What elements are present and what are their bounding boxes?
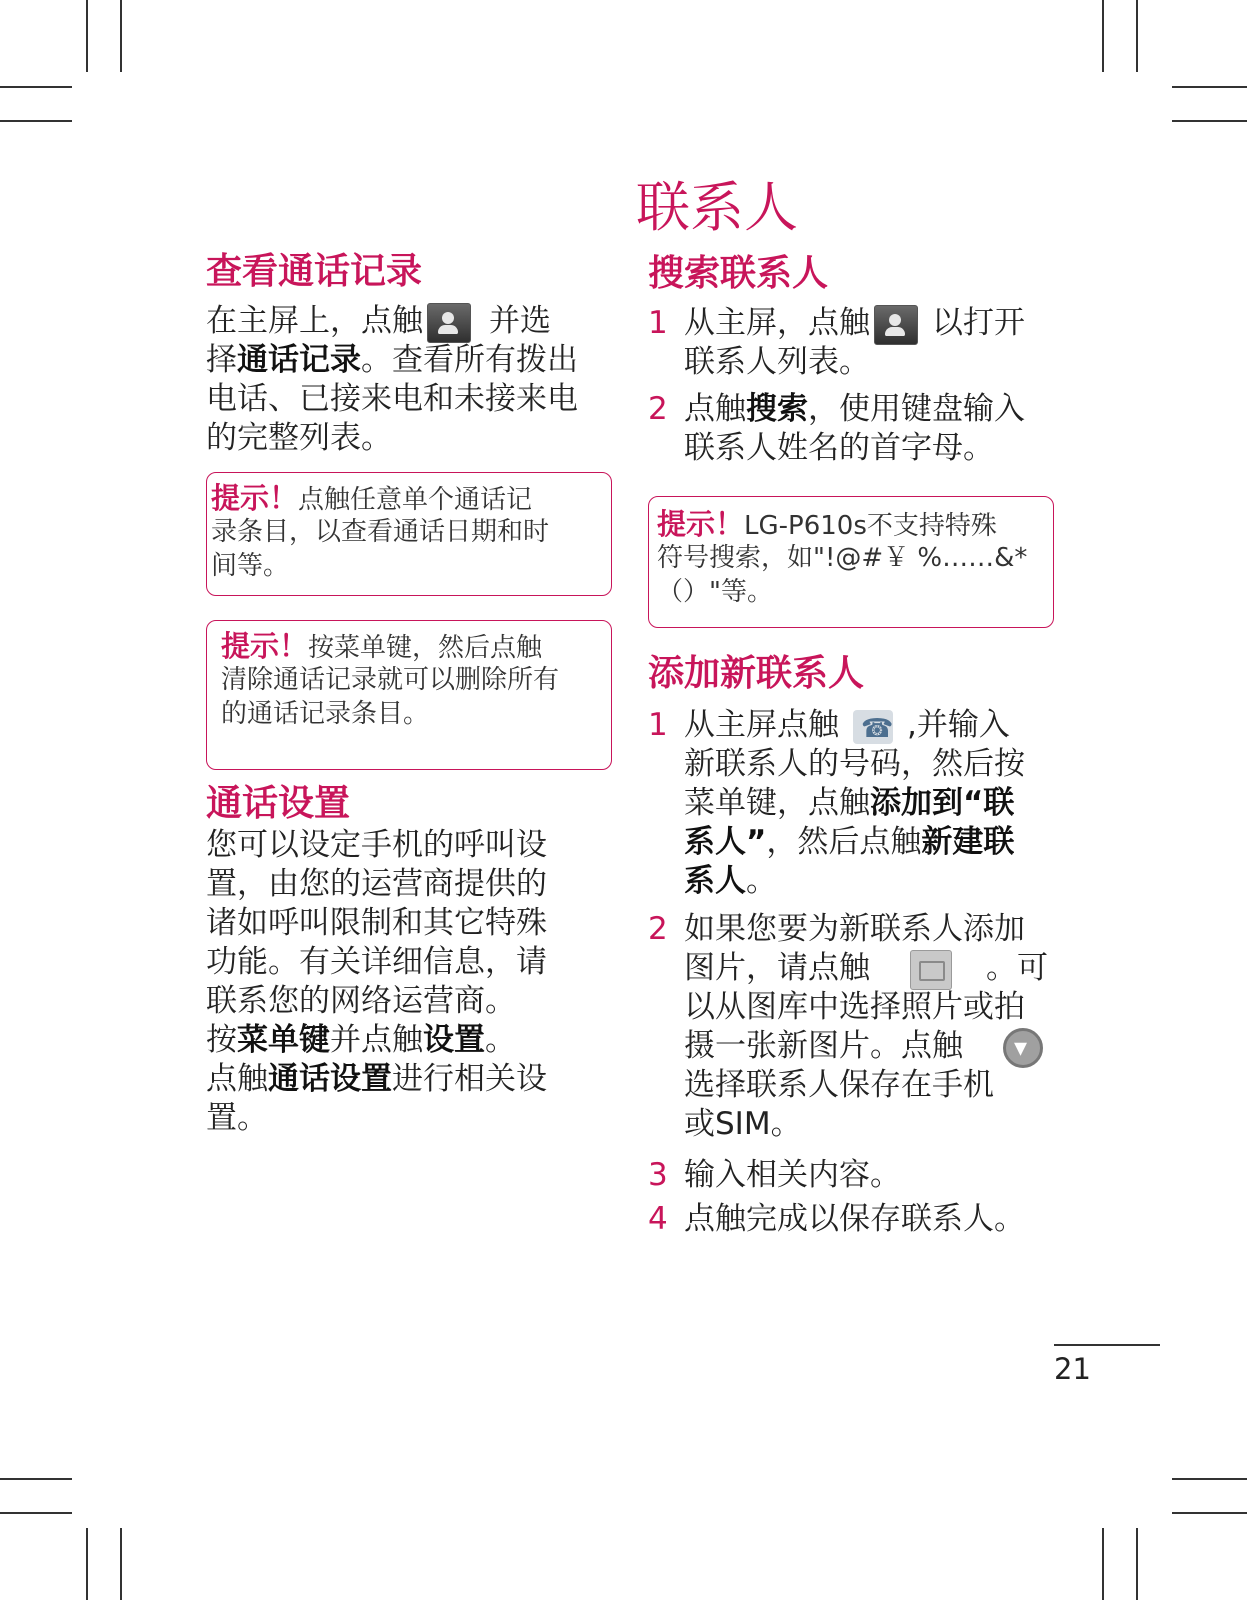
crop-mark xyxy=(86,1528,88,1600)
section-heading-add-contact: 添加新联系人 xyxy=(648,653,865,694)
page-number-rule xyxy=(1054,1344,1160,1346)
crop-mark xyxy=(120,1528,122,1600)
section-heading-call-log: 查看通话记录 xyxy=(206,251,423,292)
crop-mark xyxy=(0,1512,72,1514)
crop-mark xyxy=(1136,0,1138,72)
crop-mark xyxy=(1102,0,1104,72)
call-log-paragraph: 在主屏上，点触 并选 择通话记录。查看所有拨出 电话、已接来电和未接来电 的完整列表。 xyxy=(206,303,578,456)
tip-box-special-chars: 提示！LG-P610s不支持特殊 符号搜索，如"!@#￥ %……&* （）"等。 xyxy=(648,496,1054,628)
call-settings-paragraph: 您可以设定手机的呼叫设 置，由您的运营商提供的 诸如呼叫限制和其它特殊 功能。有关详细信息，请 联系您的网络运营商。 按菜单键并点触设置。 点触通话设置进行相关设 置。 xyxy=(206,827,547,1136)
list-number: 4 xyxy=(648,1201,668,1237)
crop-mark xyxy=(86,0,88,72)
page-number: 21 xyxy=(1054,1352,1091,1386)
list-number: 1 xyxy=(648,305,668,341)
contacts-icon xyxy=(874,305,918,345)
page-title: 联系人 xyxy=(636,176,798,239)
crop-mark xyxy=(0,120,72,122)
contacts-icon xyxy=(427,303,471,343)
tip-label: 提示！ xyxy=(657,507,745,541)
crop-mark xyxy=(1102,1528,1104,1600)
list-item: 点触完成以保存联系人。 xyxy=(684,1201,1025,1237)
dropdown-icon xyxy=(1003,1028,1043,1068)
crop-mark xyxy=(1172,1478,1247,1480)
tip-box-clear-log: 提示！按菜单键，然后点触 清除通话记录就可以删除所有 的通话记录条目。 xyxy=(206,620,612,770)
list-number: 2 xyxy=(648,911,668,947)
crop-mark xyxy=(1172,1512,1247,1514)
crop-mark xyxy=(1172,86,1247,88)
crop-mark xyxy=(1172,120,1247,122)
crop-mark xyxy=(0,86,72,88)
crop-mark xyxy=(1136,1528,1138,1600)
list-number: 1 xyxy=(648,707,668,743)
list-item: 输入相关内容。 xyxy=(684,1157,901,1193)
crop-mark xyxy=(0,1478,72,1480)
list-number: 2 xyxy=(648,391,668,427)
crop-mark xyxy=(120,0,122,72)
tip-label: 提示！ xyxy=(211,481,299,515)
list-item: 点触搜索，使用键盘输入 联系人姓名的首字母。 xyxy=(684,391,1025,466)
list-item: 从主屏，点触 以打开 联系人列表。 xyxy=(684,305,1025,380)
phone-icon xyxy=(853,710,893,744)
tip-label: 提示！ xyxy=(221,629,309,663)
list-number: 3 xyxy=(648,1157,668,1193)
list-item: 从主屏点触☎ ,并输入 新联系人的号码，然后按 菜单键，点触添加到“联 系人”，然后点触新建联 系人。 xyxy=(684,706,1054,901)
section-heading-call-settings: 通话设置 xyxy=(206,783,351,824)
tip-box-call-log: 提示！点触任意单个通话记 录条目，以查看通话日期和时 间等。 xyxy=(206,472,612,596)
list-item: 如果您要为新联系人添加 图片，请点触 。可 以从图库中选择照片或拍 摄一张新图片。点触▾ 选择联系人保存在手机 或SIM。 xyxy=(684,910,1054,1144)
section-heading-search-contacts: 搜索联系人 xyxy=(648,253,829,294)
add-photo-icon xyxy=(910,950,952,990)
